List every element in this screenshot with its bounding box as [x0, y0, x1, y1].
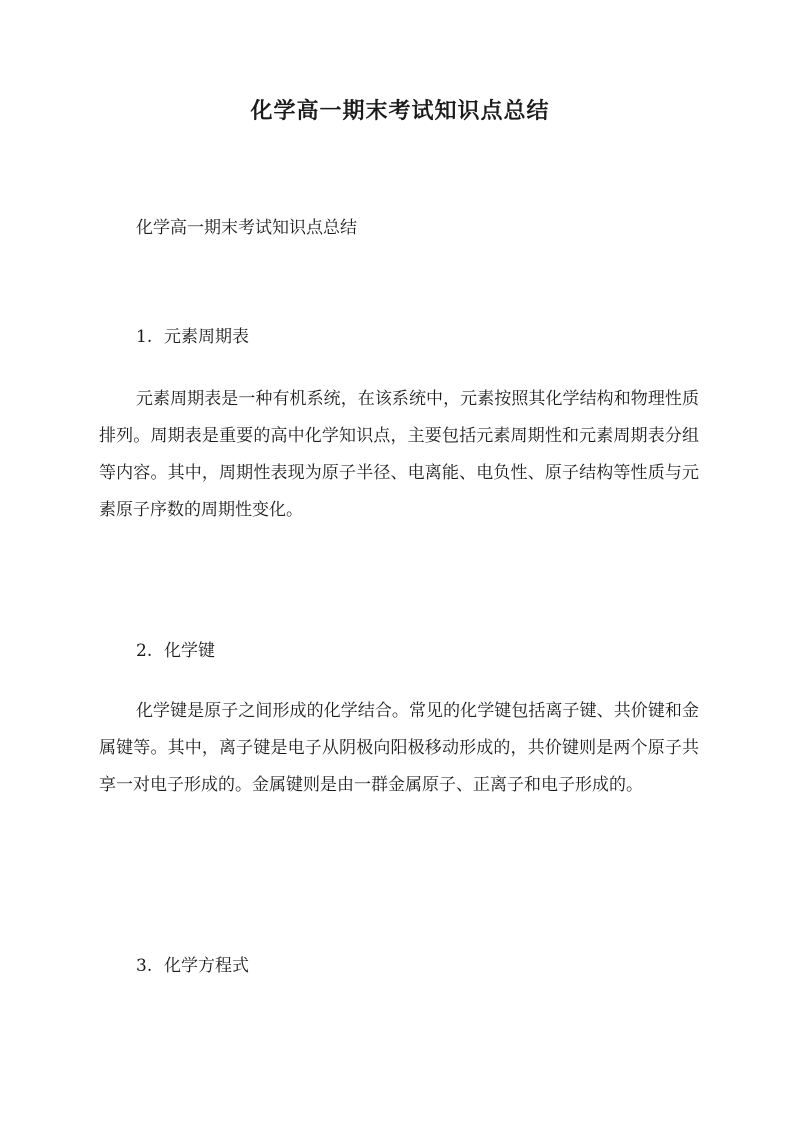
section-heading-text-3: 化学方程式	[164, 956, 249, 976]
section-body-2: 化学键是原子之间形成的化学结合。常见的化学键包括离子键、共价键和金属键等。其中，离子键是电子从阴极向阳极移动形成的，共价键则是两个原子共享一对电子形成的。金属键则是由一群金属原子、正离子和电子形成的。	[99, 701, 699, 795]
section-heading-1	[136, 323, 249, 351]
document-title: 化学高一期末考试知识点总结	[250, 98, 550, 124]
document-subtitle: 化学高一期末考试知识点总结	[136, 218, 357, 238]
section-heading-text-1: 元素周期表	[164, 327, 249, 347]
section-heading-text-2: 化学键	[164, 641, 215, 661]
section-body-1: 元素周期表是一种有机系统，在该系统中，元素按照其化学结构和物理性质排列。周期表是重要的高中化学知识点，主要包括元素周期性和元素周期表分组等内容。其中，周期性表现为原子半径、电离能、电负性、原子结构等性质与元素原子序数的周期性变化。	[99, 389, 699, 520]
section-number-1: 1.	[136, 327, 153, 347]
section-heading-2	[136, 637, 215, 665]
section-number-2: 2.	[136, 641, 153, 661]
section-heading-3	[136, 952, 249, 980]
section-number-3: 3.	[136, 956, 153, 976]
